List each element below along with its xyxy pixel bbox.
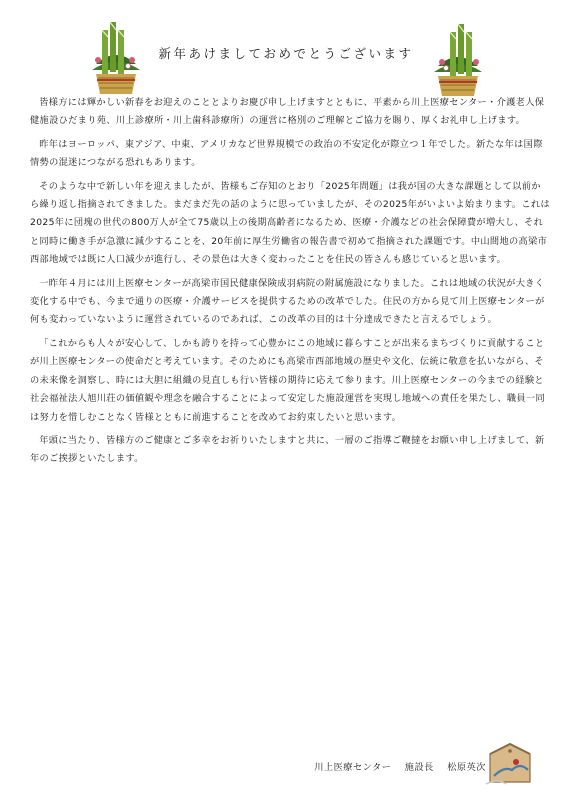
paragraph: 皆様方には輝かしい新春をお迎えのこととよりお慶び申し上げますとともに、平素から川上医療センター・介護老人保健施設ひだまり苑、川上診療所・川上歯科診療所）の運営に格別のご理解とご協力を賜り、厚くお礼申し上げます。 <box>30 97 545 127</box>
kadomatsu-right-icon <box>430 22 486 98</box>
signature-role: 施設長 <box>404 762 434 773</box>
paragraph: そのような中で新しい年を迎えましたが、皆様もご存知のとおり「2025年問題」は我が国の大きな課題として以前から繰り返し指摘されてきました。まだまだ先の話のように思っていましたが、その2025年がいよいよ始まります。これは2025年に団塊の世代の800万人が全て75歳以上の後期高齢者になるため、医療・介護などの社会保障費が増大し、それと同時に働き手が急激に減少することを、20年前に厚生労働省の報告書で初めて指摘された課題です。中山間地の高梁市西部地域では既に人口減少が進行し、その景色は大きく変わったことを住民の皆さんも感じていると思います。 <box>30 180 550 266</box>
ema-plaque-icon <box>484 740 536 786</box>
signature <box>304 759 486 773</box>
paragraph: 一昨年４月には川上医療センターが高梁市国民健康保険成羽病院の附属施設になりました。これは地域の状況が大きく変化する中でも、今まで通りの医療・介護サービスを提供するための改革でした。住民の方から見て川上医療センターが何も変わっていないように運営されているのであれば、この改革の目的は十分達成できたと言えるでしょう。 <box>30 277 545 326</box>
page-title: 新年あけましておめでとうございます <box>158 46 414 61</box>
kadomatsu-left-icon <box>88 20 144 96</box>
paragraph: 昨年はヨーロッパ、東アジア、中東、アメリカなど世界規模での政治の不安定化が際立つ１年でした。新たな年は国際情勢の混迷につながる恐れもあります。 <box>30 138 543 169</box>
letter-body <box>30 94 550 474</box>
paragraph: 年頭に当たり、皆様方のご健康とご多幸をお祈りいたしますと共に、一層のご指導ご鞭撻をお願い申し上げまして、新年のご挨拶といたします。 <box>30 434 545 465</box>
signature-name: 松原英次 <box>447 762 486 773</box>
paragraph: 「これからも人々が安心して、しかも誇りを持って心豊かにこの地域に暮らすことが出来るまちづくりに貢献することが川上医療センターの使命だと考えています。そのためにも高梁市西部地域の歴史や文化、伝統に敬意を払いながら、その未来像を洞察し、時には大胆に組織の見直しも行い皆様の期待に応えて参ります。川上医療センターの今までの経験と社会福祉法人旭川荘の価値観や理念を融合することによって安定した施設運営を実現し地域への責任を果たし、職員一同は努力を惜しむことなく皆様とともに前進することを改めてお約束したいと思います。 <box>30 337 546 423</box>
signature-organization: 川上医療センター <box>314 762 392 773</box>
